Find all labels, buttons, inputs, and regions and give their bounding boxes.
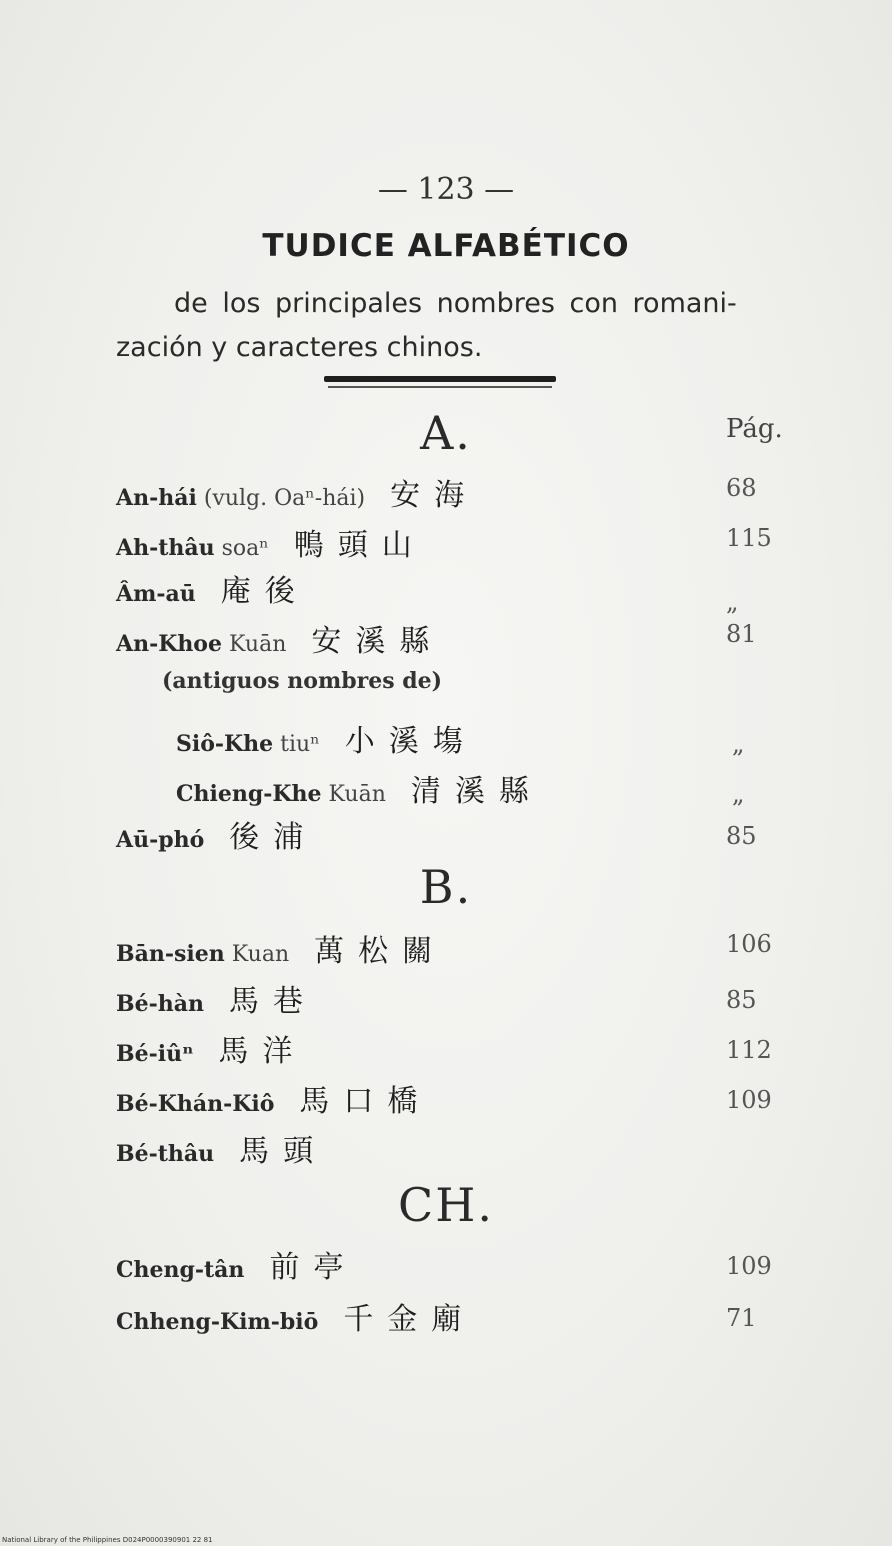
entry-chinese: 安溪縣 (311, 624, 444, 659)
entry-extra: Kuān (328, 782, 386, 807)
section-heading-ch: CH. (398, 1178, 494, 1232)
entry-page: „ (726, 588, 739, 616)
entry-page: 85 (726, 986, 757, 1014)
entry-page: 71 (726, 1304, 757, 1332)
index-entry (116, 616, 796, 662)
entry-romanization: An-Khoe (116, 631, 222, 657)
entry-extra: Kuan (231, 942, 290, 967)
index-note: (antiguos nombres de) (162, 668, 443, 694)
entry-extra: tiuⁿ (280, 732, 320, 757)
section-heading-b: B. (419, 860, 473, 914)
index-subtitle (116, 282, 796, 370)
subtitle-line-1: de los principales nombres con romani- (174, 288, 737, 319)
index-entry (116, 1294, 796, 1340)
entry-extra: Kuān (228, 632, 287, 657)
index-entry (116, 470, 796, 516)
entry-romanization: Bé-Khán-Kiô (116, 1091, 275, 1117)
entry-chinese: 後浦 (229, 820, 318, 855)
entry-page: 109 (726, 1252, 772, 1280)
entry-romanization: Cheng-tân (116, 1257, 245, 1283)
entry-romanization: Bān-sien (116, 941, 225, 967)
index-entry (116, 1076, 796, 1122)
entry-page: 109 (726, 1086, 772, 1114)
entry-romanization: Chieng-Khe (176, 781, 322, 807)
page-column-label: Pág. (726, 414, 783, 444)
subtitle-line-2: zación y caracteres chinos. (116, 332, 483, 363)
entry-chinese: 馬頭 (239, 1134, 328, 1169)
index-entry (116, 812, 796, 858)
entry-page: 115 (726, 524, 772, 552)
entry-chinese: 清溪縣 (410, 774, 543, 809)
entry-chinese: 庵後 (220, 574, 309, 609)
entry-romanization: Chheng-Kim-biō (116, 1309, 319, 1335)
section-heading-a: A. (420, 406, 472, 460)
entry-page: 106 (726, 930, 772, 958)
entry-chinese: 馬口橋 (299, 1084, 432, 1119)
entry-chinese: 萬松關 (314, 934, 447, 969)
scan-footer: National Library of the Philippines D024P0000390901 22 81 (2, 1536, 213, 1544)
entry-romanization: Âm-aū (116, 581, 196, 607)
entry-chinese: 前亭 (269, 1250, 358, 1285)
entry-page: 68 (726, 474, 757, 502)
entry-romanization: Ah-thâu (116, 535, 215, 561)
entry-romanization: Bé-thâu (116, 1141, 215, 1167)
entry-extra: (vulg. Oaⁿ-hái) (203, 486, 366, 511)
entry-chinese: 千金廟 (343, 1302, 476, 1337)
index-entry (116, 566, 796, 616)
entry-page: 85 (726, 822, 757, 850)
page-number: — 123 — (377, 172, 515, 207)
title-rule (324, 376, 556, 382)
index-entry (116, 1242, 796, 1288)
entry-chinese: 馬洋 (218, 1034, 307, 1069)
entry-page: 112 (726, 1036, 772, 1064)
index-title: TUDICE ALFABÉTICO (262, 228, 630, 264)
index-entry (116, 520, 796, 566)
index-entry (116, 1126, 796, 1172)
index-entry (176, 716, 856, 762)
index-entry (116, 1026, 796, 1072)
entry-extra: soaⁿ (221, 536, 269, 561)
index-entry (176, 766, 856, 812)
index-entry (116, 976, 796, 1022)
entry-page: „ (732, 780, 745, 808)
index-entry (116, 926, 796, 972)
entry-romanization: Siô-Khe (176, 731, 274, 757)
entry-page: „ (732, 730, 745, 758)
entry-chinese: 鴨頭山 (293, 528, 426, 563)
entry-chinese: 安海 (390, 478, 479, 513)
entry-page: 81 (726, 620, 757, 648)
entry-chinese: 小溪塲 (344, 724, 477, 759)
entry-romanization: Bé-hàn (116, 991, 204, 1017)
entry-romanization: An-hái (116, 485, 197, 511)
entry-romanization: Aū-phó (116, 827, 205, 853)
title-rule-thin (328, 386, 552, 388)
entry-romanization: Bé-iûⁿ (116, 1041, 194, 1067)
entry-chinese: 馬巷 (228, 984, 317, 1019)
